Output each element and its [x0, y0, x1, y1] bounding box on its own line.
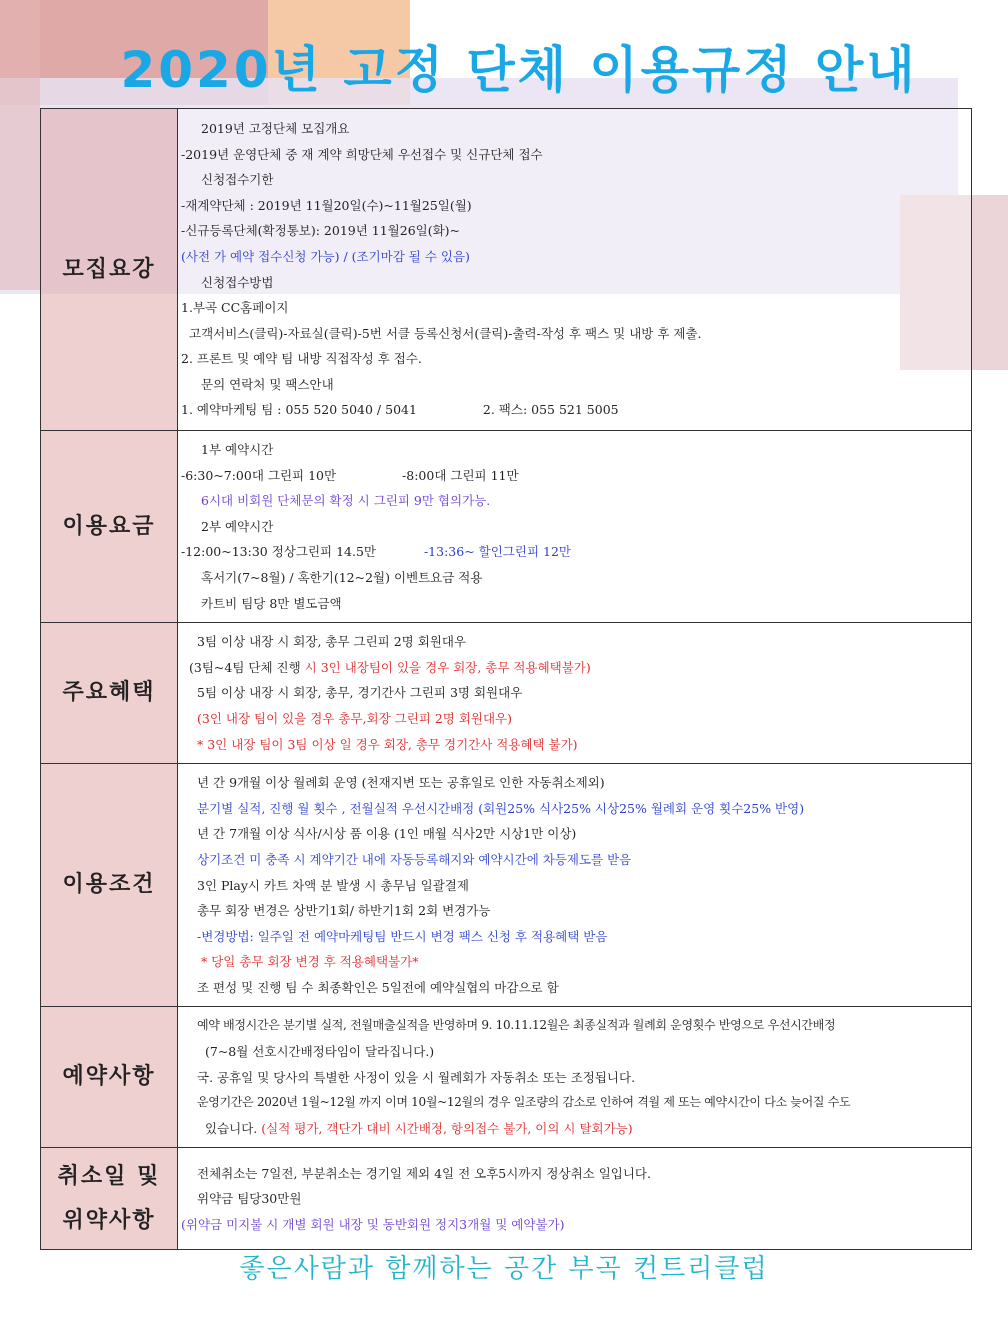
fee-item: -6:30~7:00대 그린피 10만: [181, 467, 337, 483]
body-benefits: [178, 623, 972, 764]
text-line: 상기조건 미 충족 시 계약기간 내에 자동등록해지와 예약시간에 차등제도를 받음: [197, 851, 632, 867]
text-line: 신청접수방법: [201, 274, 274, 290]
label-conditions: 이용조건: [41, 764, 178, 1007]
row-recruit: [41, 109, 972, 431]
text-line: 년 간 7개월 이상 식사/시상 품 이용 (1인 매월 식사2만 시상1만 이상): [197, 826, 577, 842]
fee-item: -13:36~ 할인그린피 12만: [423, 544, 571, 560]
text-line: 6시대 비회원 단체문의 확정 시 그린피 9만 협의가능.: [201, 493, 491, 509]
label-cancel: [41, 1148, 178, 1250]
text-part: 있습니다.: [205, 1120, 258, 1136]
text-line: 분기별 실적, 진행 월 횟수 , 전월실적 우선시간배정 (회원25% 식사25% 시상25% 월례회 운영 횟수25% 반영): [197, 800, 805, 816]
text-line: 위약금 팀당30만원: [197, 1191, 302, 1207]
body-conditions: [178, 764, 972, 1007]
row-reservation: [41, 1007, 972, 1148]
page-title: 2020년 고정 단체 이용규정 안내: [120, 41, 918, 99]
text-line: -2019년 운영단체 중 재 계약 희망단체 우선접수 및 신규단체 접수: [181, 146, 543, 162]
text-line: 고객서비스(클릭)-자료실(클릭)-5번 서클 등록신청서(클릭)-출력-작성 후 팩스 및 내방 후 제출.: [189, 325, 702, 341]
label-cancel-line2: 위약사항: [62, 1207, 156, 1233]
rules-table: [40, 108, 972, 1250]
text-line: 국. 공휴일 및 당사의 특별한 사정이 있을 시 월례회가 자동취소 또는 조정됩니다.: [197, 1069, 636, 1085]
fee-item: -12:00~13:30 정상그린피 14.5만: [181, 544, 376, 560]
label-reservation: 예약사항: [41, 1007, 178, 1148]
text-line: 신청접수기한: [201, 172, 274, 188]
label-benefits: 주요혜택: [41, 623, 178, 764]
body-cancel: [178, 1148, 972, 1250]
text-line: 년 간 9개월 이상 월례회 운영 (천재지변 또는 공휴일로 인한 자동취소제외): [197, 775, 605, 791]
fee-item: -8:00대 그린피 11만: [402, 467, 519, 483]
text-line: [181, 1116, 967, 1142]
text-line: 2부 예약시간: [201, 518, 274, 534]
body-recruit: [178, 109, 972, 431]
text-line: [181, 655, 967, 681]
text-part: 시 3인 내장팀이 있을 경우 회장, 총무 적용혜택불가): [304, 659, 591, 675]
text-line: 카트비 팀당 8만 별도금액: [201, 595, 342, 611]
text-line: [181, 539, 967, 565]
text-line: -신규등록단체(확정통보): 2019년 11월26일(화)~: [181, 223, 461, 239]
text-line: 3인 Play시 카트 차액 분 발생 시 총무님 일괄결제: [197, 877, 469, 893]
text-line: 2019년 고정단체 모집개요: [201, 120, 350, 136]
text-part: (실적 평가, 객단가 대비 시간배정, 항의접수 불가, 이의 시 탈회가능): [261, 1120, 633, 1136]
text-line: (3인 내장 팀이 있을 경우 총무,회장 그린피 2명 회원대우): [197, 710, 512, 726]
body-fees: [178, 431, 972, 623]
text-line: 혹서기(7~8월) / 혹한기(12~2월) 이벤트요금 적용: [201, 569, 483, 585]
text-line: -재계약단체 : 2019년 11월20일(수)~11월25일(월): [181, 197, 472, 213]
text-line: -변경방법: 일주일 전 예약마케팅팀 반드시 변경 팩스 신청 후 적용혜택 받음: [197, 928, 608, 944]
text-line: 전체취소는 7일전, 부분취소는 경기일 제외 4일 전 오후5시까지 정상취소 일입니다.: [197, 1165, 651, 1181]
text-line: [181, 463, 967, 489]
footer-slogan: 좋은사람과 함께하는 공간 부곡 컨트리클럽: [239, 1254, 769, 1284]
text-line: 문의 연락처 및 팩스안내: [201, 376, 334, 392]
contact-fax: 2. 팩스: 055 521 5005: [482, 402, 619, 418]
text-line: 조 편성 및 진행 팀 수 최종확인은 5일전에 예약실협의 마감으로 함: [197, 979, 559, 995]
text-line: 2. 프론트 및 예약 팀 내방 직접작성 후 접수.: [181, 351, 422, 367]
row-conditions: [41, 764, 972, 1007]
text-line: 5팀 이상 내장 시 회장, 총무, 경기간사 그린피 3명 회원대우: [197, 685, 523, 701]
text-line: 운영기간은 2020년 1월~12월 까지 이며 10월~12월의 경우 일조량의 감소로 인하여 격월 제 또는 예약시간이 다소 늦어질 수도: [197, 1095, 851, 1110]
label-recruit: 모집요강: [41, 109, 178, 431]
text-line: 3팀 이상 내장 시 회장, 총무 그린피 2명 회원대우: [197, 634, 467, 650]
row-fees: [41, 431, 972, 623]
text-line: (7~8월 선호시간배정타임이 달라집니다.): [205, 1044, 435, 1060]
text-line: 1.부곡 CC홈페이지: [181, 300, 289, 316]
text-line: 1부 예약시간: [201, 442, 274, 457]
label-cancel-line1: 취소일 및: [57, 1163, 161, 1189]
row-benefits: [41, 623, 972, 764]
text-part: (3팀~4팀 단체 진행: [189, 659, 301, 675]
text-line: * 당일 총무 회장 변경 후 적용혜택불가*: [201, 954, 419, 970]
text-line: 예약 배정시간은 분기별 실적, 전월매출실적을 반영하며 9. 10.11.12월은 최종실적과 월례회 운영횟수 반영으로 우선시간배정: [197, 1018, 836, 1033]
contact-phone: 1. 예약마케팅 팀 : 055 520 5040 / 5041: [181, 402, 417, 418]
row-cancel: [41, 1148, 972, 1250]
body-reservation: [178, 1007, 972, 1148]
text-line: (위약금 미지불 시 개별 회원 내장 및 동반회원 정지3개월 및 예약불가): [181, 1216, 565, 1232]
text-line: [181, 397, 967, 423]
text-line: 총무 회장 변경은 상반기1회/ 하반기1회 2회 변경가능: [197, 903, 491, 919]
text-line: * 3인 내장 팀이 3팀 이상 일 경우 회장, 총무 경기간사 적용혜택 불가): [197, 736, 578, 752]
label-fees: 이용요금: [41, 431, 178, 623]
text-line: (사전 가 예약 접수신청 가능) / (조기마감 될 수 있음): [181, 248, 470, 264]
